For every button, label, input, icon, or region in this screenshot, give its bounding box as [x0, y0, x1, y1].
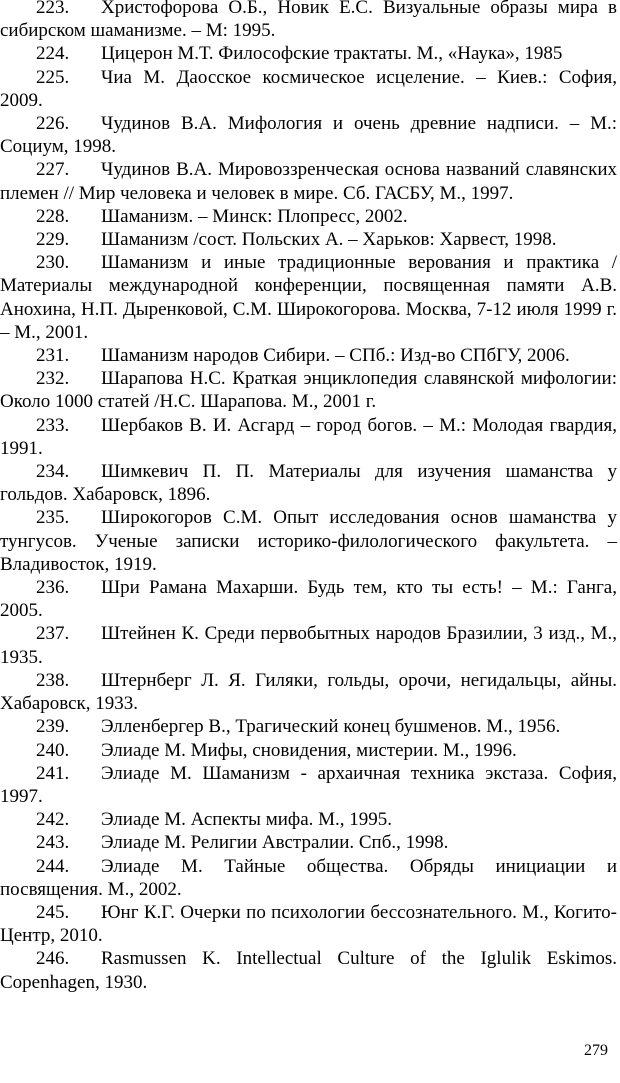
entry-text: Чиа М. Даосское космическое исцеление. – Киев.: София, 2009.	[0, 66, 617, 111]
entry-number: 227.	[36, 159, 70, 181]
entry-text: Христофорова О.Б., Новик Е.С. Визуальные образы мира в сибирском шаманизме. – М: 1995.	[0, 0, 617, 42]
entry-text: Шербаков В. И. Асгард – город богов. – М.: Молодая гвардия, 1991.	[0, 414, 617, 459]
entry-text: Шаманизм /сост. Польских А. – Харьков: Харвест, 1998.	[101, 229, 557, 251]
bibliography-entry	[0, 228, 617, 251]
bibliography-entry	[0, 855, 617, 901]
bibliography-entry	[0, 715, 617, 738]
entry-text: Элиаде М. Религии Австралии. Спб., 1998.	[101, 832, 449, 854]
bibliography-entry	[0, 831, 617, 854]
entry-text: Шаманизм и иные традиционные верования и практика /Материалы международной конференции, посвященная памяти А.В. Анохина, Н.П. Дыренковой, С.М. Широкогорова. Москва, 7-12 июля 1999 г. – М., 2001.	[0, 252, 617, 343]
entry-text: Элиаде М. Шаманизм - архаичная техника экстаза. София, 1997.	[0, 762, 617, 807]
entry-number: 242.	[36, 809, 70, 831]
entry-text: Шарапова Н.С. Краткая энциклопедия славянской мифологии: Около 1000 статей /Н.С. Шарапова. М., 2001 г.	[0, 368, 617, 413]
bibliography-entry	[0, 901, 617, 947]
entry-number: 226.	[36, 113, 70, 135]
entry-text: Штернберг Л. Я. Гиляки, гольды, орочи, негидальцы, айны. Хабаровск, 1933.	[0, 669, 617, 715]
entry-text: Шаманизм народов Сибири. – СПб.: Изд-во СПбГУ, 2006.	[101, 345, 570, 367]
entry-number: 240.	[36, 739, 70, 761]
bibliography-entry	[0, 739, 617, 762]
entry-number: 245.	[36, 901, 70, 923]
entry-number: 224.	[36, 43, 70, 65]
entry-text: Rasmussen K. Intellectual Culture of the Iglulik Eskimos. Copenhagen, 1930.	[0, 948, 617, 993]
bibliography-entry	[0, 808, 617, 831]
bibliography-entry	[0, 669, 617, 715]
entry-number: 236.	[36, 577, 70, 599]
entry-number: 233.	[36, 414, 70, 436]
entry-text: Юнг К.Г. Очерки по психологии бессознательного. М., Когито-Центр, 2010.	[0, 901, 617, 947]
entry-text: Цицерон М.Т. Философские трактаты. М., «Наука», 1985	[101, 43, 563, 65]
entry-number: 238.	[36, 669, 70, 691]
entry-text: Чудинов В.А. Мифология и очень древние надписи. – М.: Социум, 1998.	[0, 113, 617, 158]
entry-number: 232.	[36, 368, 70, 390]
entry-text: Чудинов В.А. Мировоззренческая основа названий славянских племен // Мир человека и человек в мире. Сб. ГАСБУ, М., 1997.	[0, 159, 617, 204]
bibliography-entry	[0, 460, 617, 506]
bibliography-entry	[0, 947, 617, 993]
entry-text: Элиаде М. Тайные общества. Обряды инициации и посвящения. М., 2002.	[0, 855, 617, 900]
entry-number: 235.	[36, 507, 70, 529]
bibliography-entry	[0, 42, 617, 65]
entry-text: Штейнен К. Среди первобытных народов Бразилии, 3 изд., М., 1935.	[0, 623, 617, 668]
page-number: 279	[584, 1042, 608, 1059]
entry-number: 229.	[36, 229, 70, 251]
bibliography-entry	[0, 158, 617, 204]
entry-text: Широкогоров С.М. Опыт исследования основ шаманства у тунгусов. Ученые записки историко-филологического факультета. – Владивосток, 1919.	[0, 507, 617, 575]
bibliography-entry	[0, 205, 617, 228]
entry-number: 230.	[36, 252, 70, 274]
entry-text: Шри Рамана Махарши. Будь тем, кто ты есть! – М.: Ганга, 2005.	[0, 577, 617, 622]
bibliography-entry	[0, 506, 617, 576]
bibliography-entry	[0, 414, 617, 460]
bibliography-entry	[0, 367, 617, 413]
entry-number: 244.	[36, 855, 70, 877]
entry-text: Элленбергер В., Трагический конец бушменов. М., 1956.	[101, 716, 561, 738]
entry-number: 225.	[36, 66, 70, 88]
bibliography-entry	[0, 576, 617, 622]
entry-number: 231.	[36, 345, 70, 367]
bibliography-entry	[0, 66, 617, 112]
entry-text: Шимкевич П. П. Материалы для изучения шаманства у гольдов. Хабаровск, 1896.	[0, 461, 617, 506]
entry-number: 228.	[36, 205, 70, 227]
entry-number: 223.	[36, 0, 70, 18]
entry-number: 243.	[36, 832, 70, 854]
entry-number: 246.	[36, 948, 70, 970]
bibliography-entry	[0, 251, 617, 344]
entry-text: Элиаде М. Мифы, сновидения, мистерии. М., 1996.	[101, 739, 517, 761]
bibliography-entry	[0, 762, 617, 808]
bibliography-entry	[0, 344, 617, 367]
bibliography-entry	[0, 0, 617, 42]
entry-number: 237.	[36, 623, 70, 645]
bibliography-entry	[0, 112, 617, 158]
bibliography-entry	[0, 622, 617, 668]
entry-text: Элиаде М. Аспекты мифа. М., 1995.	[101, 809, 393, 831]
entry-number: 234.	[36, 461, 70, 483]
entry-number: 239.	[36, 716, 70, 738]
entry-number: 241.	[36, 762, 70, 784]
entry-text: Шаманизм. – Минск: Плопресс, 2002.	[101, 205, 408, 227]
